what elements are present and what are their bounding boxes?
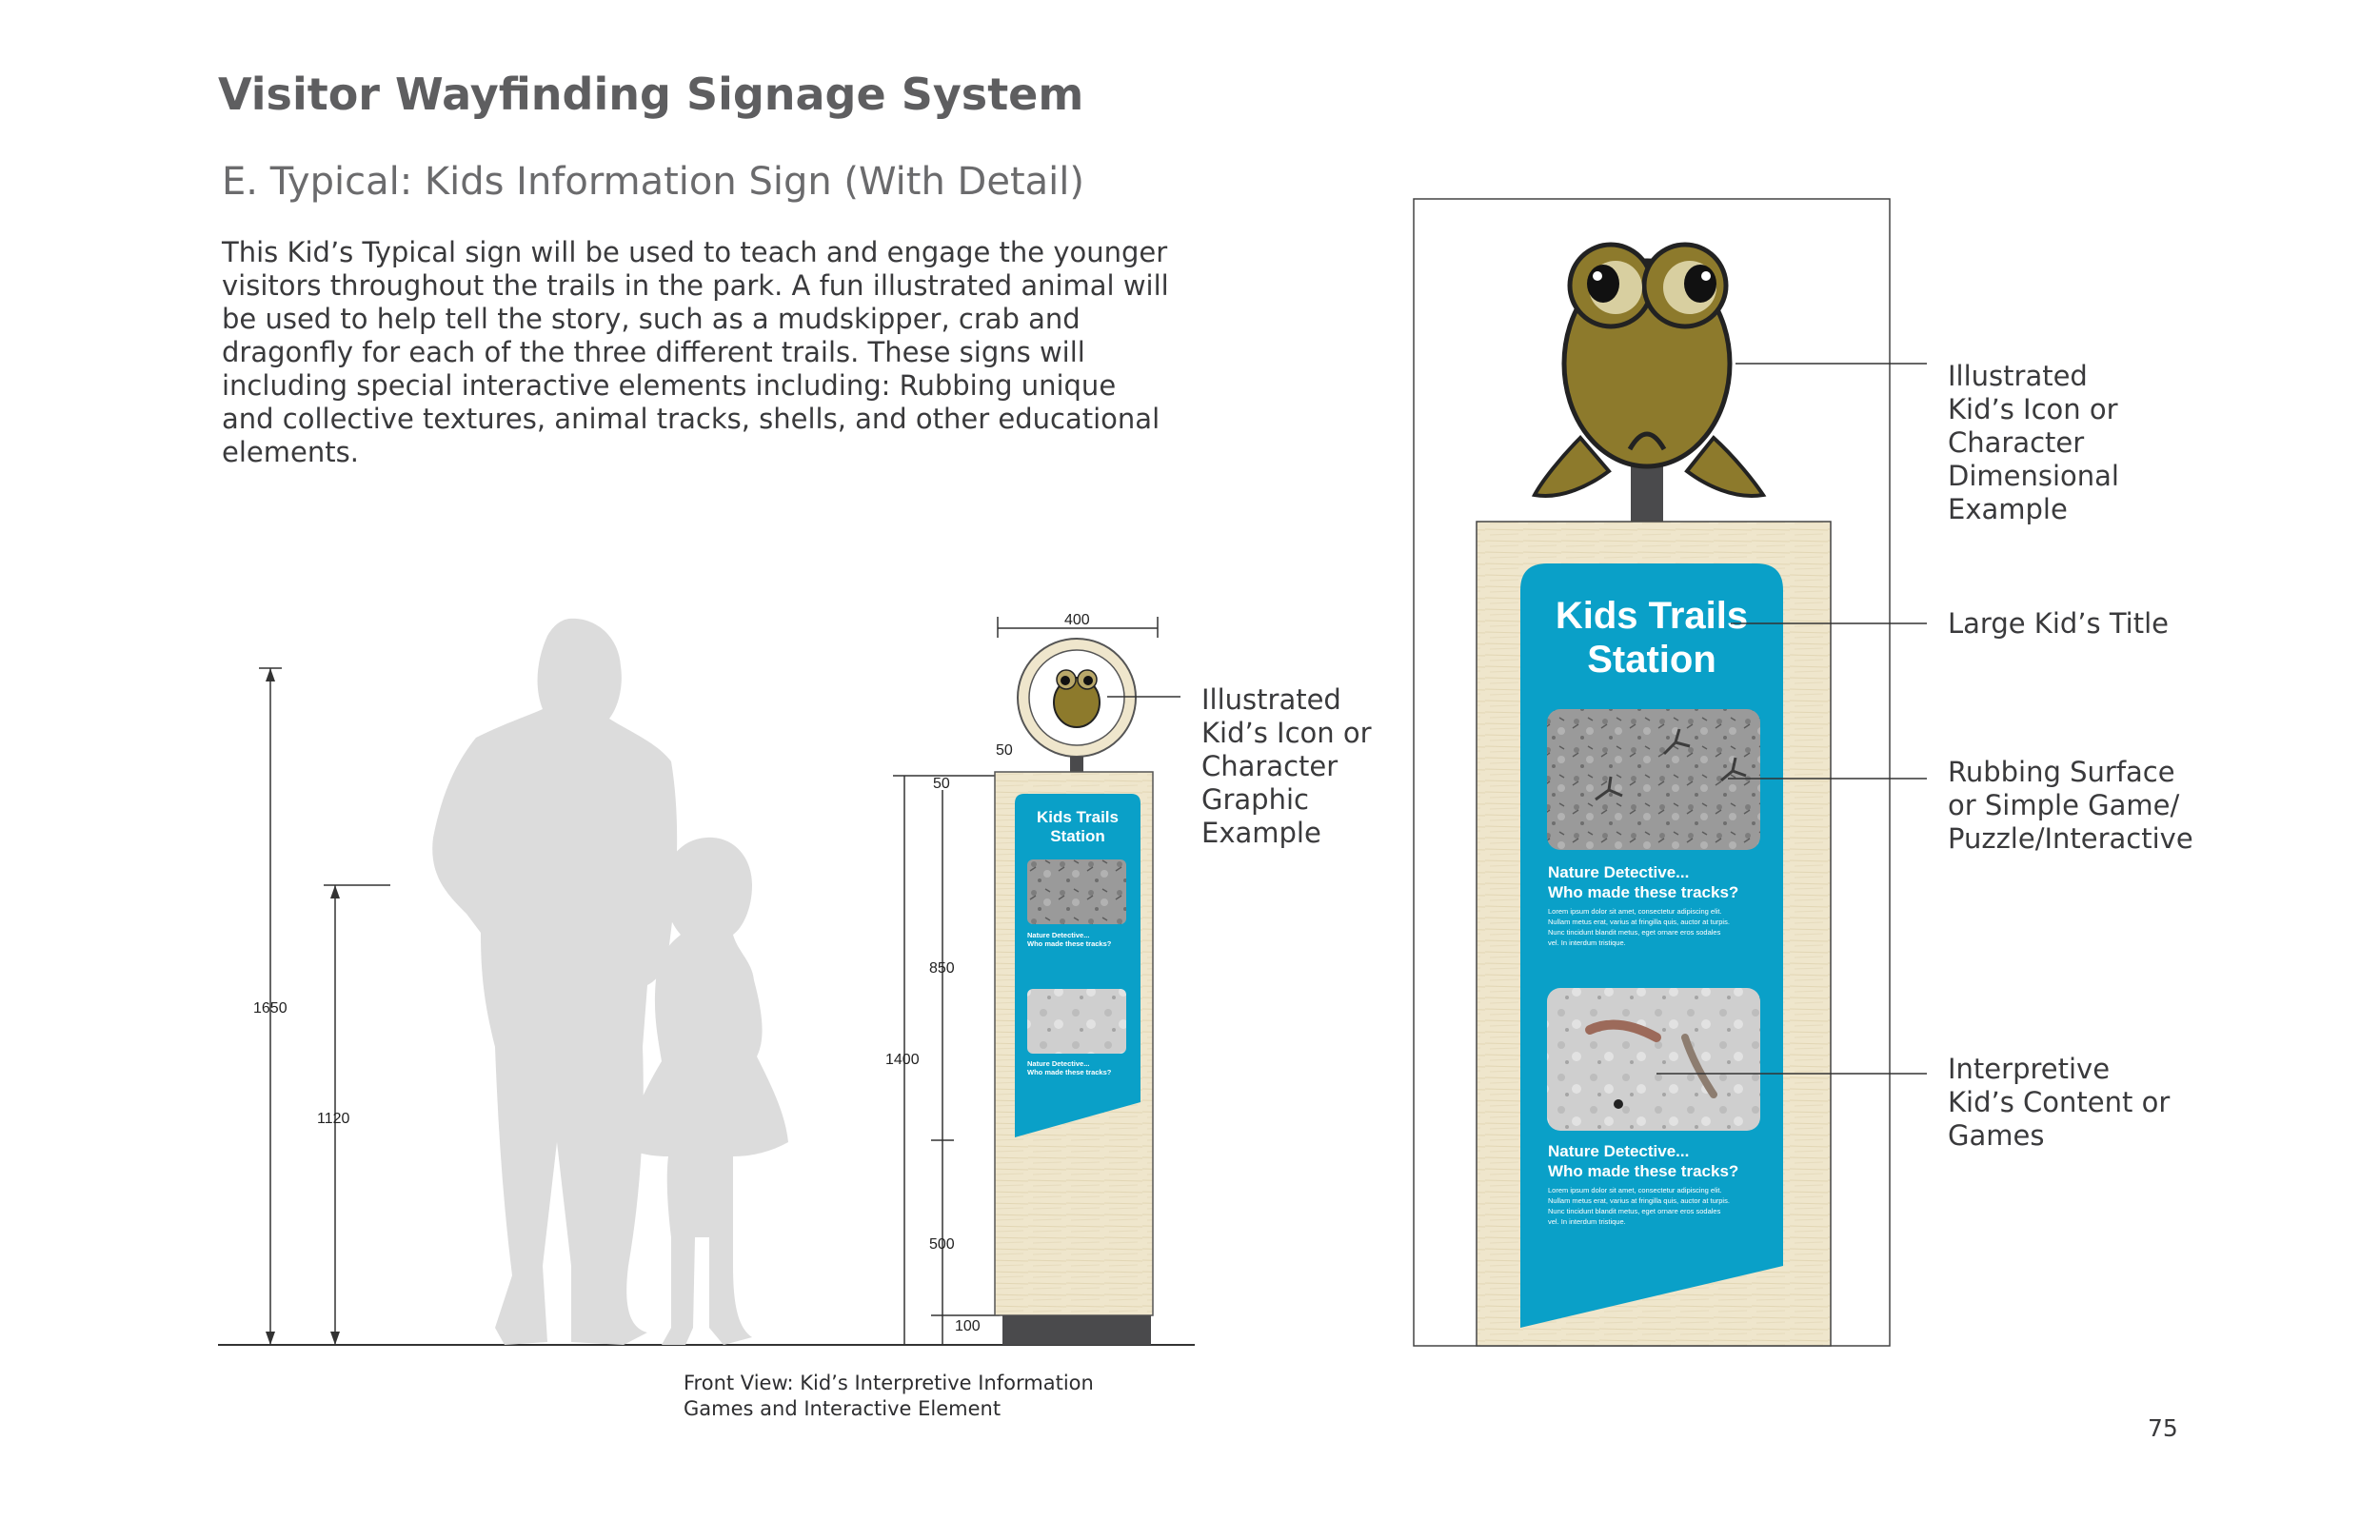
page-title: Visitor Wayfinding Signage System	[218, 69, 1084, 120]
panel-section2-body3: Nunc tincidunt blandit metus, eget ornare eros sodales	[1548, 1207, 1721, 1215]
detail-title-callout: Large Kid’s Title	[1948, 607, 2169, 640]
small-panel-title1: Kids Trails	[1037, 808, 1119, 826]
frog-character-icon-small	[1054, 670, 1100, 727]
section-subtitle: E. Typical: Kids Information Sign (With Detail)	[222, 160, 1084, 204]
small-panel-title2: Station	[1050, 827, 1105, 845]
panel-section1-body3: Nunc tincidunt blandit metus, eget ornare eros sodales	[1548, 928, 1721, 937]
small-panel-h1: Nature Detective...	[1027, 931, 1090, 939]
panel-section2-heading2: Who made these tracks?	[1548, 1162, 1739, 1180]
panel-title-line1: Kids Trails	[1555, 595, 1749, 637]
front-view-caption: Front View: Kid’s Interpretive Information Games and Interactive Element	[684, 1372, 1094, 1420]
small-panel-h2: Who made these tracks?	[1027, 939, 1112, 948]
rubbing-surface-image	[1547, 709, 1760, 850]
small-sign-base	[1002, 1315, 1151, 1345]
panel-section1-body4: vel. In interdum tristique.	[1548, 938, 1626, 947]
dim-child-height: 1120	[317, 1111, 350, 1127]
dim-panel-bottom: 500	[929, 1236, 955, 1253]
dim-gap-top: 50	[996, 742, 1013, 759]
dim-adult-height: 1650	[253, 1000, 288, 1017]
panel-title-line2: Station	[1587, 639, 1716, 681]
panel-section1-heading2: Who made these tracks?	[1548, 883, 1739, 901]
panel-section2-body4: vel. In interdum tristique.	[1548, 1217, 1626, 1226]
detail-rubbing-callout: Rubbing Surface or Simple Game/ Puzzle/Interactive	[1948, 756, 2193, 855]
dim-post-height: 1400	[885, 1052, 920, 1068]
interpretive-content-image	[1547, 988, 1760, 1131]
panel-section1-body2: Nullam metus erat, varius at fringilla quis, auctor at turpis.	[1548, 918, 1730, 926]
panel-section2-heading1: Nature Detective...	[1548, 1142, 1690, 1160]
dim-panel-height: 850	[929, 960, 955, 977]
dim-width: 400	[1064, 612, 1090, 628]
panel-section1-body1: Lorem ipsum dolor sit amet, consectetur adipiscing elit.	[1548, 907, 1722, 916]
dim-base: 100	[955, 1318, 981, 1334]
small-panel-h4: Who made these tracks?	[1027, 1068, 1112, 1076]
panel-section1-heading1: Nature Detective...	[1548, 863, 1690, 881]
panel-section2-body2: Nullam metus erat, varius at fringilla quis, auctor at turpis.	[1548, 1196, 1730, 1205]
small-icon-callout: Illustrated Kid’s Icon or Character Graphic Example	[1201, 683, 1372, 849]
dim-panel-offset: 50	[933, 776, 950, 792]
page-number: 75	[2148, 1414, 2178, 1442]
detail-content-callout: Interpretive Kid’s Content or Games	[1948, 1053, 2171, 1152]
small-panel-h3: Nature Detective...	[1027, 1059, 1090, 1068]
description-paragraph: This Kid’s Typical sign will be used to teach and engage the younger visitors throughout the trails in the park. A fun illustrated animal will be used to help tell the story, such as a mudskipper, crab and dragonfly for each of the three different trails. These signs will including special interactive elements including: Rubbing unique and collective textures, animal tracks, shells, and other educational elements.	[222, 236, 1169, 468]
person-silhouette	[432, 619, 677, 1345]
small-sign-panel	[1015, 794, 1140, 1137]
detail-icon-callout: Illustrated Kid’s Icon or Character Dimensional Example	[1948, 360, 2119, 525]
panel-section2-body1: Lorem ipsum dolor sit amet, consectetur adipiscing elit.	[1548, 1186, 1722, 1194]
